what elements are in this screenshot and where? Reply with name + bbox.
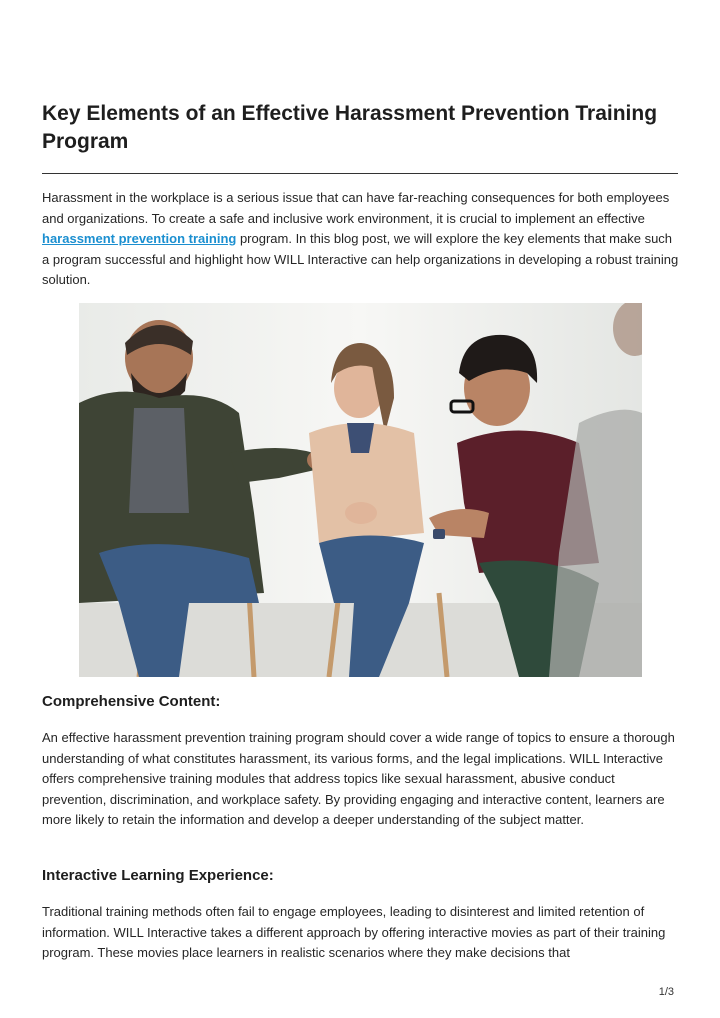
- page-number: 1/3: [658, 986, 674, 998]
- intro-paragraph: [42, 188, 682, 291]
- page-title: Key Elements of an Effective Harassment Prevention Training Program: [42, 102, 658, 153]
- section-body-interactive-learning: Traditional training methods often fail to engage employees, leading to disinterest and limited retention of information. WILL Interactive takes a different approach by offering interactive movies as part of their training program. These movies place learners in realistic scenarios where they make decisions that: [42, 904, 666, 960]
- section-body-comprehensive-content: An effective harassment prevention training program should cover a wide range of topics to ensure a thorough understanding of what constitutes harassment, its various forms, and the legal implications. WILL Interactive offers comprehensive training modules that address topics like sexual harassment, abusive conduct prevention, discrimination, and workplace safety. By providing engaging and interactive content, learners are more likely to retain the information and develop a deeper understanding of the subject matter.: [42, 730, 675, 827]
- intro-text-after-link: program. In this blog post, we will explore the key elements that make such a program successful and highlight how WILL Interactive can help organizations in developing a robust training solution.: [42, 231, 679, 287]
- training-session-photo: [79, 303, 642, 677]
- title-divider: [42, 173, 678, 174]
- section-heading-comprehensive-content: Comprehensive Content:: [42, 693, 221, 710]
- harassment-training-link[interactable]: harassment prevention training: [42, 231, 237, 246]
- intro-text-before-link: Harassment in the workplace is a serious issue that can have far-reaching consequences for both employees and organizations. To create a safe and inclusive work environment, it is crucial to implement an effective: [42, 190, 670, 226]
- section-heading-interactive-learning: Interactive Learning Experience:: [42, 867, 274, 884]
